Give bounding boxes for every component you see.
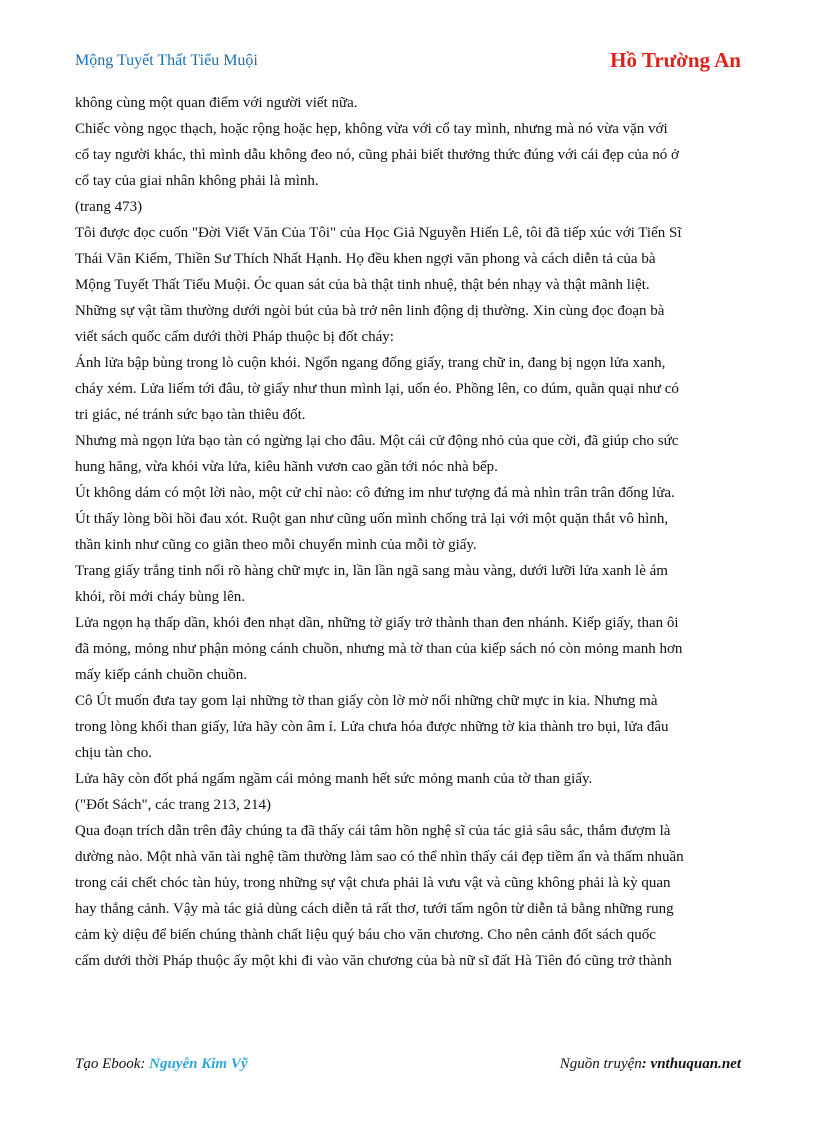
text-line: ("Đốt Sách", các trang 213, 214) — [75, 797, 271, 813]
text-line: Thái Văn Kiểm, Thiền Sư Thích Nhất Hạnh. Họ đều khen ngợi văn phong và cách diễn tả của bà — [75, 251, 656, 267]
source-credit: Nguồn truyện: vnthuquan.net — [559, 1056, 741, 1072]
text-line: Mộng Tuyết Thất Tiểu Muội. Óc quan sát của bà thật tinh nhuệ, thật bén nhạy và thật mãnh liệt. — [75, 277, 650, 293]
text-line: Nhưng mà ngọn lửa bạo tàn có ngừng lại cho đâu. Một cái cử động nhỏ của que cời, đã giúp cho sức — [75, 433, 679, 449]
text-line: cấm dưới thời Pháp thuộc ấy một khi đi vào văn chương của bà nữ sĩ đất Hà Tiên đó cũng trở thành — [75, 953, 672, 969]
ebook-credit: Tạo Ebook: Nguyễn Kim Vỹ — [75, 1056, 248, 1072]
text-line: cháy xém. Lửa liếm tới đâu, tờ giấy như thun mình lại, uốn éo. Phồng lên, co dúm, quằn quại như có — [75, 381, 679, 397]
text-line: cổ tay người khác, thì mình dẫu không đeo nó, cũng phải biết thưởng thức đúng với cái đẹp của nó ở — [75, 147, 679, 163]
text-line: mấy kiếp cánh chuồn chuồn. — [75, 667, 248, 683]
text-line: thần kinh như cũng co giãn theo mỗi chuyển mình của mỗi tờ giấy. — [75, 537, 477, 553]
text-line: Lửa hãy còn đốt phá ngấm ngầm cái mỏng manh hết sức mỏng manh của tờ than giấy. — [75, 771, 593, 787]
text-line: dường nào. Một nhà văn tài nghệ tầm thường làm sao có thể nhìn thấy cái đẹp tiềm ẩn và thấm nhuần — [75, 849, 684, 865]
ebook-creator: Nguyễn Kim Vỹ — [149, 1056, 248, 1072]
text-line: Qua đoạn trích dẫn trên đây chúng ta đã thấy cái tâm hồn nghệ sĩ của tác giả sâu sắc, thắm đượm là — [75, 823, 671, 839]
author-name: Hồ Trường An — [610, 48, 741, 72]
book-title: Mộng Tuyết Thất Tiểu Muội — [75, 52, 258, 69]
text-line: tri giác, né tránh sức bạo tàn thiêu đốt. — [75, 407, 306, 423]
text-line: Trang giấy trắng tinh nổi rõ hàng chữ mực in, lần lần ngã sang màu vàng, dưới lưỡi lửa xanh lè ám — [75, 563, 668, 579]
ebook-label: Tạo Ebook — [75, 1056, 141, 1072]
text-line: Chiếc vòng ngọc thạch, hoặc rộng hoặc hẹp, không vừa với cổ tay mình, nhưng mà nó vừa vặn với — [75, 121, 668, 137]
body-text — [75, 90, 747, 974]
text-line: đã mỏng, mỏng như phận mỏng cánh chuồn, nhưng mà tờ than của kiếp sách nó còn mỏng manh hơn — [75, 641, 683, 657]
text-line: viết sách quốc cấm dưới thời Pháp thuộc bị đốt cháy: — [75, 329, 394, 345]
source-label: Nguồn truyện — [559, 1056, 642, 1072]
text-line: Lửa ngọn hạ thấp dần, khói đen nhạt dần, những tờ giấy trở thành than đen nhánh. Kiếp giấy, than ôi — [75, 615, 679, 631]
text-line: trong lòng khối than giấy, lửa hãy còn âm ỉ. Lửa chưa hóa được những tờ kia thành tro bụi, lửa đâu — [75, 719, 669, 735]
text-line: (trang 473) — [75, 199, 143, 215]
text-line: Tôi được đọc cuốn "Đời Viết Văn Của Tôi" của Học Giả Nguyễn Hiến Lê, tôi đã tiếp xúc với Tiến Sĩ — [75, 225, 682, 241]
text-line: chịu tàn cho. — [75, 745, 153, 761]
text-line: cảm kỳ diệu để biến chúng thành chất liệu quý báu cho văn chương. Cho nên cảnh đốt sách quốc — [75, 927, 656, 943]
text-line: Út thấy lòng bồi hồi đau xót. Ruột gan như cũng uốn mình chống trả lại với một quặn thắt vô hình, — [75, 511, 669, 527]
text-line: Những sự vật tầm thường dưới ngòi bút của bà trở nên linh động dị thường. Xin cùng đọc đoạn bà — [75, 303, 665, 319]
source-site: vnthuquan.net — [650, 1056, 741, 1072]
text-line: trong cái chết chóc tàn hủy, trong những sự vật chưa phải là vưu vật và cũng không phải là kỳ quan — [75, 875, 671, 891]
text-line: hung hăng, vừa khói vừa lửa, kiêu hãnh vươn cao gần tới nóc nhà bếp. — [75, 459, 498, 475]
text-line: cổ tay của giai nhân không phải là mình. — [75, 173, 319, 189]
text-line: Cô Út muốn đưa tay gom lại những tờ than giấy còn lờ mờ nổi những chữ mực in kia. Nhưng mà — [75, 693, 658, 709]
text-line: Ánh lửa bập bùng trong lò cuộn khói. Ngổn ngang đống giấy, trang chữ in, đang bị ngọn lửa xanh, — [75, 355, 666, 371]
text-line: hay thắng cảnh. Vậy mà tác giả dùng cách diễn tả rất thơ, tưới tẩm ngôn từ diễn tả bằng những rung — [75, 901, 674, 917]
text-line: Út không dám có một lời nào, một cử chỉ nào: cô đứng im như tượng đá mà nhìn trân trân đống lửa. — [75, 485, 675, 501]
text-line: khói, rồi mới cháy bùng lên. — [75, 589, 245, 605]
text-line: không cùng một quan điểm với người viết nữa. — [75, 95, 358, 111]
